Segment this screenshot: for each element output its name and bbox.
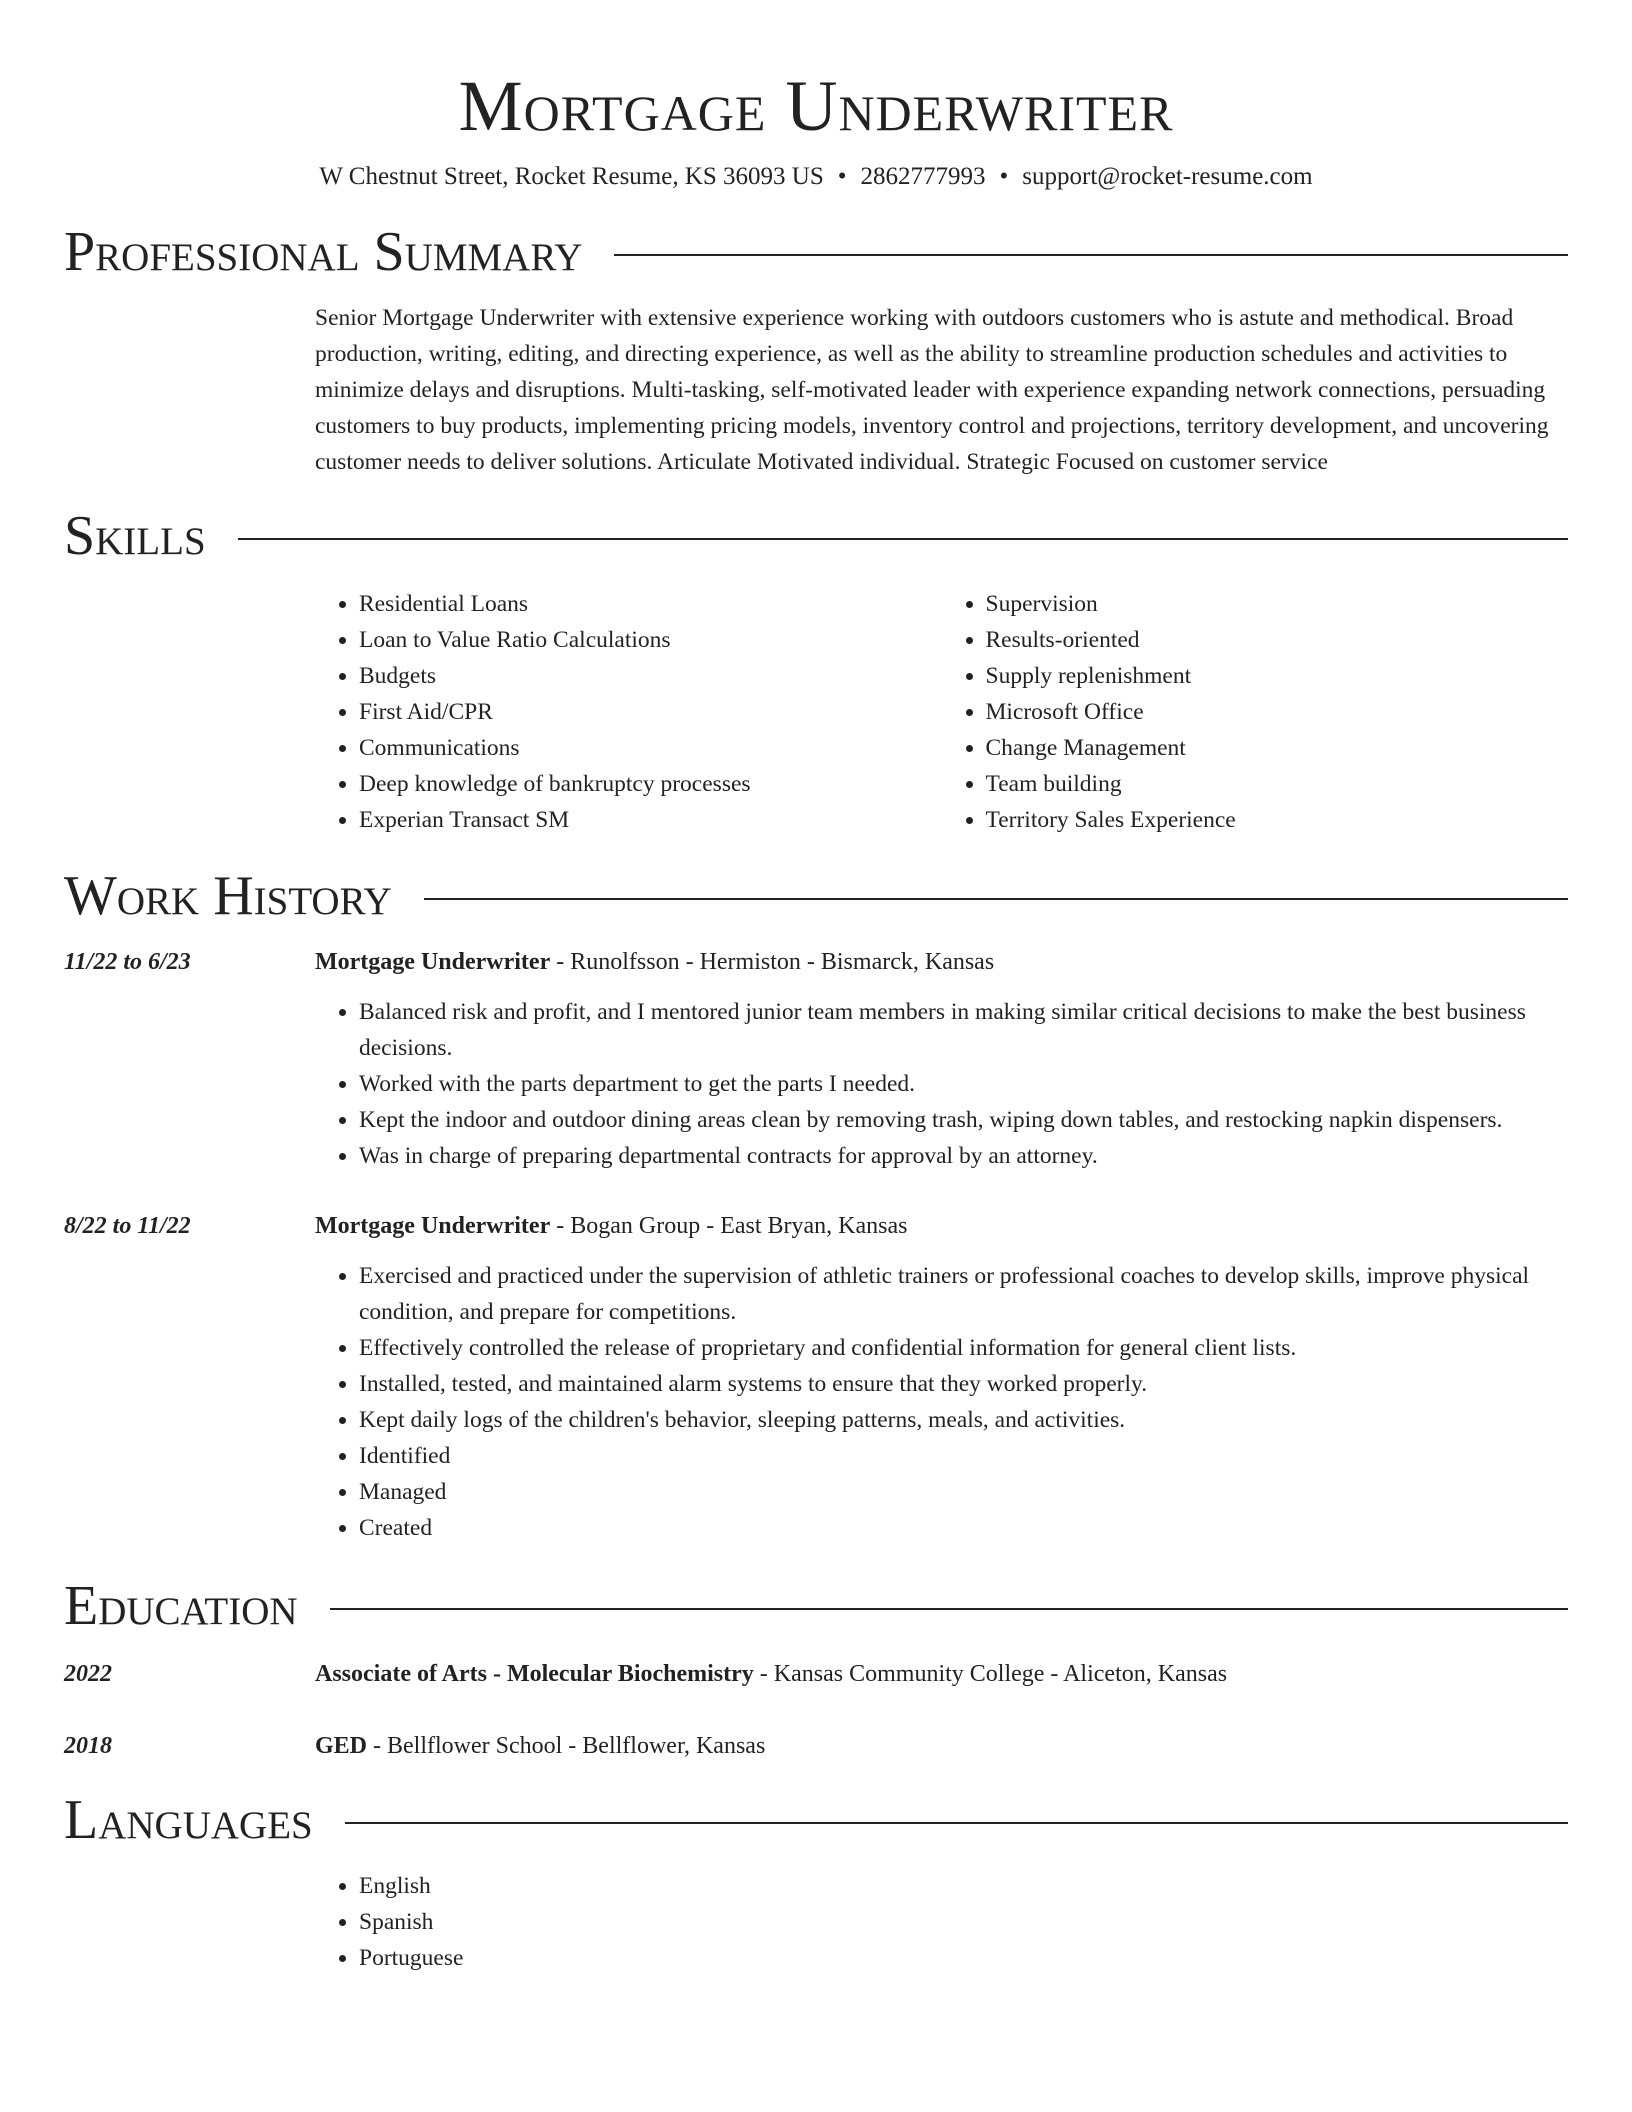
education-year: 2022 (64, 1661, 112, 1687)
job-bullet: • Identified (359, 1438, 1568, 1474)
skills-column-right (942, 586, 1569, 838)
job-heading (315, 1208, 1568, 1244)
section-divider (614, 254, 1568, 256)
skill-item: • Budgets (359, 658, 942, 694)
education-degree: Associate of Arts - Molecular Biochemistry (315, 1661, 754, 1687)
job-bullet: • Exercised and practiced under the supervision of athletic trainers or professional coaches to develop skills, improve physical condition, and prepare for competitions. (359, 1258, 1568, 1330)
summary-section-header (64, 220, 1568, 284)
skill-item: • Supervision (986, 586, 1569, 622)
job-bullet: • Was in charge of preparing departmental contracts for approval by an attorney. (359, 1138, 1568, 1174)
job-entry (64, 1208, 1568, 1546)
section-title: Languages (64, 1789, 313, 1851)
skill-item: • Supply replenishment (986, 658, 1569, 694)
job-content (315, 1208, 1568, 1546)
job-bullets (315, 1258, 1568, 1546)
skill-item: • Territory Sales Experience (986, 802, 1569, 838)
languages-bullets (315, 1868, 1568, 1976)
skill-item: • Deep knowledge of bankruptcy processes (359, 766, 942, 802)
job-bullet: • Effectively controlled the release of proprietary and confidential information for general client lists. (359, 1330, 1568, 1366)
skill-item: • Residential Loans (359, 586, 942, 622)
skill-item: • Microsoft Office (986, 694, 1569, 730)
contact-email: support@rocket-resume.com (1022, 163, 1313, 190)
job-bullet: • Kept daily logs of the children's behavior, sleeping patterns, meals, and activities. (359, 1402, 1568, 1438)
job-bullet: • Installed, tested, and maintained alarm systems to ensure that they worked properly. (359, 1366, 1568, 1402)
skill-item: • Team building (986, 766, 1569, 802)
section-divider (238, 538, 1568, 540)
job-dates: 11/22 to 6/23 (64, 949, 191, 975)
job-title: Mortgage Underwriter (315, 949, 551, 975)
job-title: Mortgage Underwriter (315, 1213, 551, 1239)
education-school: - Bellflower School - Bellflower, Kansas (367, 1733, 766, 1759)
resume-page (64, 0, 1568, 1976)
job-content (315, 944, 1568, 1174)
language-item: • Portuguese (359, 1940, 1568, 1976)
job-bullet: • Kept the indoor and outdoor dining areas clean by removing trash, wiping down tables, and restocking napkin dispensers. (359, 1102, 1568, 1138)
job-heading (315, 944, 1568, 980)
education-content (315, 1656, 1568, 1692)
job-dates: 8/22 to 11/22 (64, 1213, 191, 1239)
section-title: Work History (64, 865, 392, 927)
contact-phone: 2862777993 (860, 163, 986, 190)
summary-text: Senior Mortgage Underwriter with extensive experience working with outdoors customers who is astute and methodical. Broad production, writing, editing, and directing experience, as well as the ability to streamline production schedules and activities to minimize delays and disruptions. Multi-tasking, self-motivated leader with experience expanding network connections, persuading customers to buy products, implementing pricing models, inventory control and projections, territory development, and uncovering customer needs to deliver solutions. Articulate Motivated individual. Strategic Focused on customer service (315, 305, 1549, 475)
skill-item: • Results-oriented (986, 622, 1569, 658)
education-heading (315, 1656, 1568, 1692)
section-divider (330, 1608, 1568, 1610)
job-entry (64, 944, 1568, 1174)
language-item: • English (359, 1868, 1568, 1904)
skill-item: • First Aid/CPR (359, 694, 942, 730)
education-degree: GED (315, 1733, 368, 1759)
contact-address: W Chestnut Street, Rocket Resume, KS 36093 US (319, 163, 824, 190)
job-bullets (315, 994, 1568, 1174)
languages-section-header (64, 1788, 1568, 1852)
contact-separator: • (999, 163, 1009, 190)
skill-item: • Communications (359, 730, 942, 766)
section-title: Education (64, 1575, 298, 1637)
education-content (315, 1728, 1568, 1764)
job-bullet: • Worked with the parts department to get the parts I needed. (359, 1066, 1568, 1102)
skills-column-left (315, 586, 942, 838)
section-divider (424, 898, 1568, 900)
education-year: 2018 (64, 1733, 112, 1759)
job-company: - Runolfsson - Hermiston - Bismarck, Kansas (550, 949, 995, 975)
skills-list (315, 586, 1568, 838)
job-bullet: • Created (359, 1510, 1568, 1546)
contact-separator: • (837, 163, 847, 190)
resume-name: Mortgage Underwriter (458, 66, 1174, 146)
section-divider (345, 1822, 1568, 1824)
job-company: - Bogan Group - East Bryan, Kansas (550, 1213, 908, 1239)
section-title: Professional Summary (64, 221, 583, 283)
skill-item: • Experian Transact SM (359, 802, 942, 838)
section-title: Skills (64, 505, 206, 567)
language-item: • Spanish (359, 1904, 1568, 1940)
skills-section-header (64, 504, 1568, 568)
contact-line (64, 160, 1568, 194)
education-entry (64, 1728, 1568, 1764)
skill-item: • Change Management (986, 730, 1569, 766)
education-section-header (64, 1574, 1568, 1638)
skill-item: • Loan to Value Ratio Calculations (359, 622, 942, 658)
education-heading (315, 1728, 1568, 1764)
job-bullet: • Balanced risk and profit, and I mentored junior team members in making similar critical decisions to make the best business decisions. (359, 994, 1568, 1066)
work-section-header (64, 864, 1568, 928)
education-school: - Kansas Community College - Aliceton, Kansas (753, 1661, 1228, 1687)
job-bullet: • Managed (359, 1474, 1568, 1510)
languages-list (315, 1868, 1568, 1976)
education-entry (64, 1656, 1568, 1692)
